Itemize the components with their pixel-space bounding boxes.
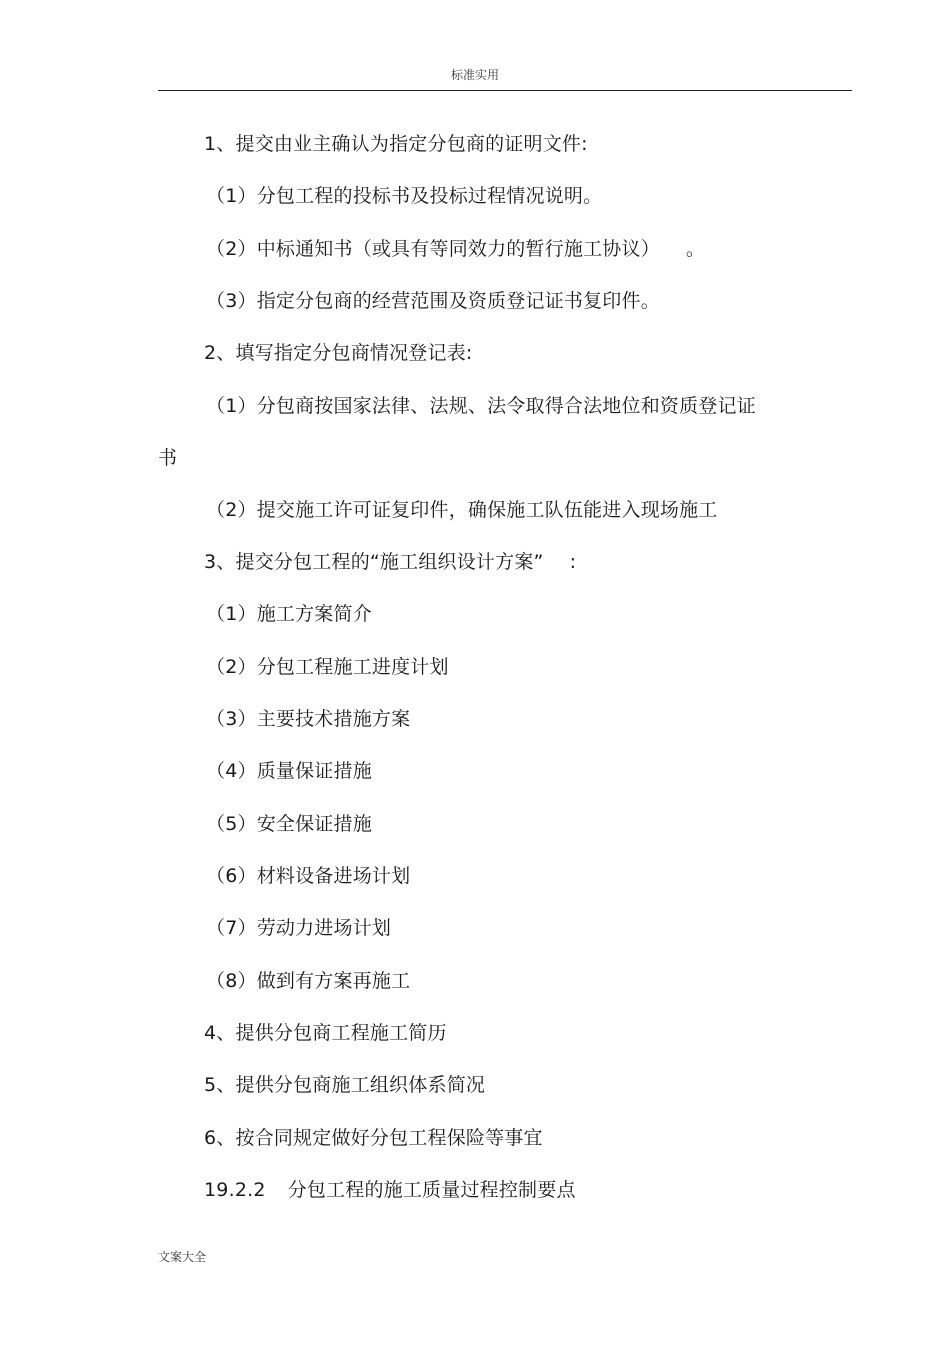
list-item: （2）分包工程施工进度计划 <box>206 656 449 678</box>
list-item-text: 3、提交分包工程的“施工组织设计方案” <box>204 551 544 573</box>
list-item <box>204 550 576 574</box>
list-item: （3）主要技术措施方案 <box>206 708 411 730</box>
list-item-text: （2）中标通知书（或具有等同效力的暂行施工协议） <box>206 238 660 260</box>
section-heading <box>204 1178 576 1202</box>
list-item: （7）劳动力进场计划 <box>206 917 392 939</box>
list-item: 1、提交由业主确认为指定分包商的证明文件: <box>204 133 588 155</box>
list-item: 4、提供分包商工程施工简历 <box>204 1022 447 1044</box>
page-header: 标准实用 <box>450 68 499 82</box>
list-item: （1）分包商按国家法律、法规、法令取得合法地位和资质登记证 <box>206 395 756 417</box>
list-item: （5）安全保证措施 <box>206 813 372 835</box>
list-item-colon: : <box>569 551 577 573</box>
list-item: 2、填写指定分包商情况登记表: <box>204 342 473 364</box>
section-title: 分包工程的施工质量过程控制要点 <box>287 1179 576 1201</box>
list-item: （6）材料设备进场计划 <box>206 865 411 887</box>
section-number: 19.2.2 <box>204 1179 266 1201</box>
list-item-period: 。 <box>685 238 706 260</box>
list-item: （3）指定分包商的经营范围及资质登记证书复印件。 <box>206 290 660 312</box>
list-item: 6、按合同规定做好分包工程保险等事宜 <box>204 1127 543 1149</box>
list-item: （1）施工方案简介 <box>206 603 372 625</box>
list-item: 5、提供分包商施工组织体系简况 <box>204 1074 486 1096</box>
list-item: （8）做到有方案再施工 <box>206 970 411 992</box>
page-footer: 文案大全 <box>158 1250 207 1264</box>
list-item: （4）质量保证措施 <box>206 760 372 782</box>
list-item-continuation: 书 <box>158 447 178 469</box>
header-divider <box>158 90 852 91</box>
list-item: （1）分包工程的投标书及投标过程情况说明。 <box>206 185 603 207</box>
list-item <box>206 237 705 261</box>
list-item: （2）提交施工许可证复印件，确保施工队伍能进入现场施工 <box>206 499 718 521</box>
